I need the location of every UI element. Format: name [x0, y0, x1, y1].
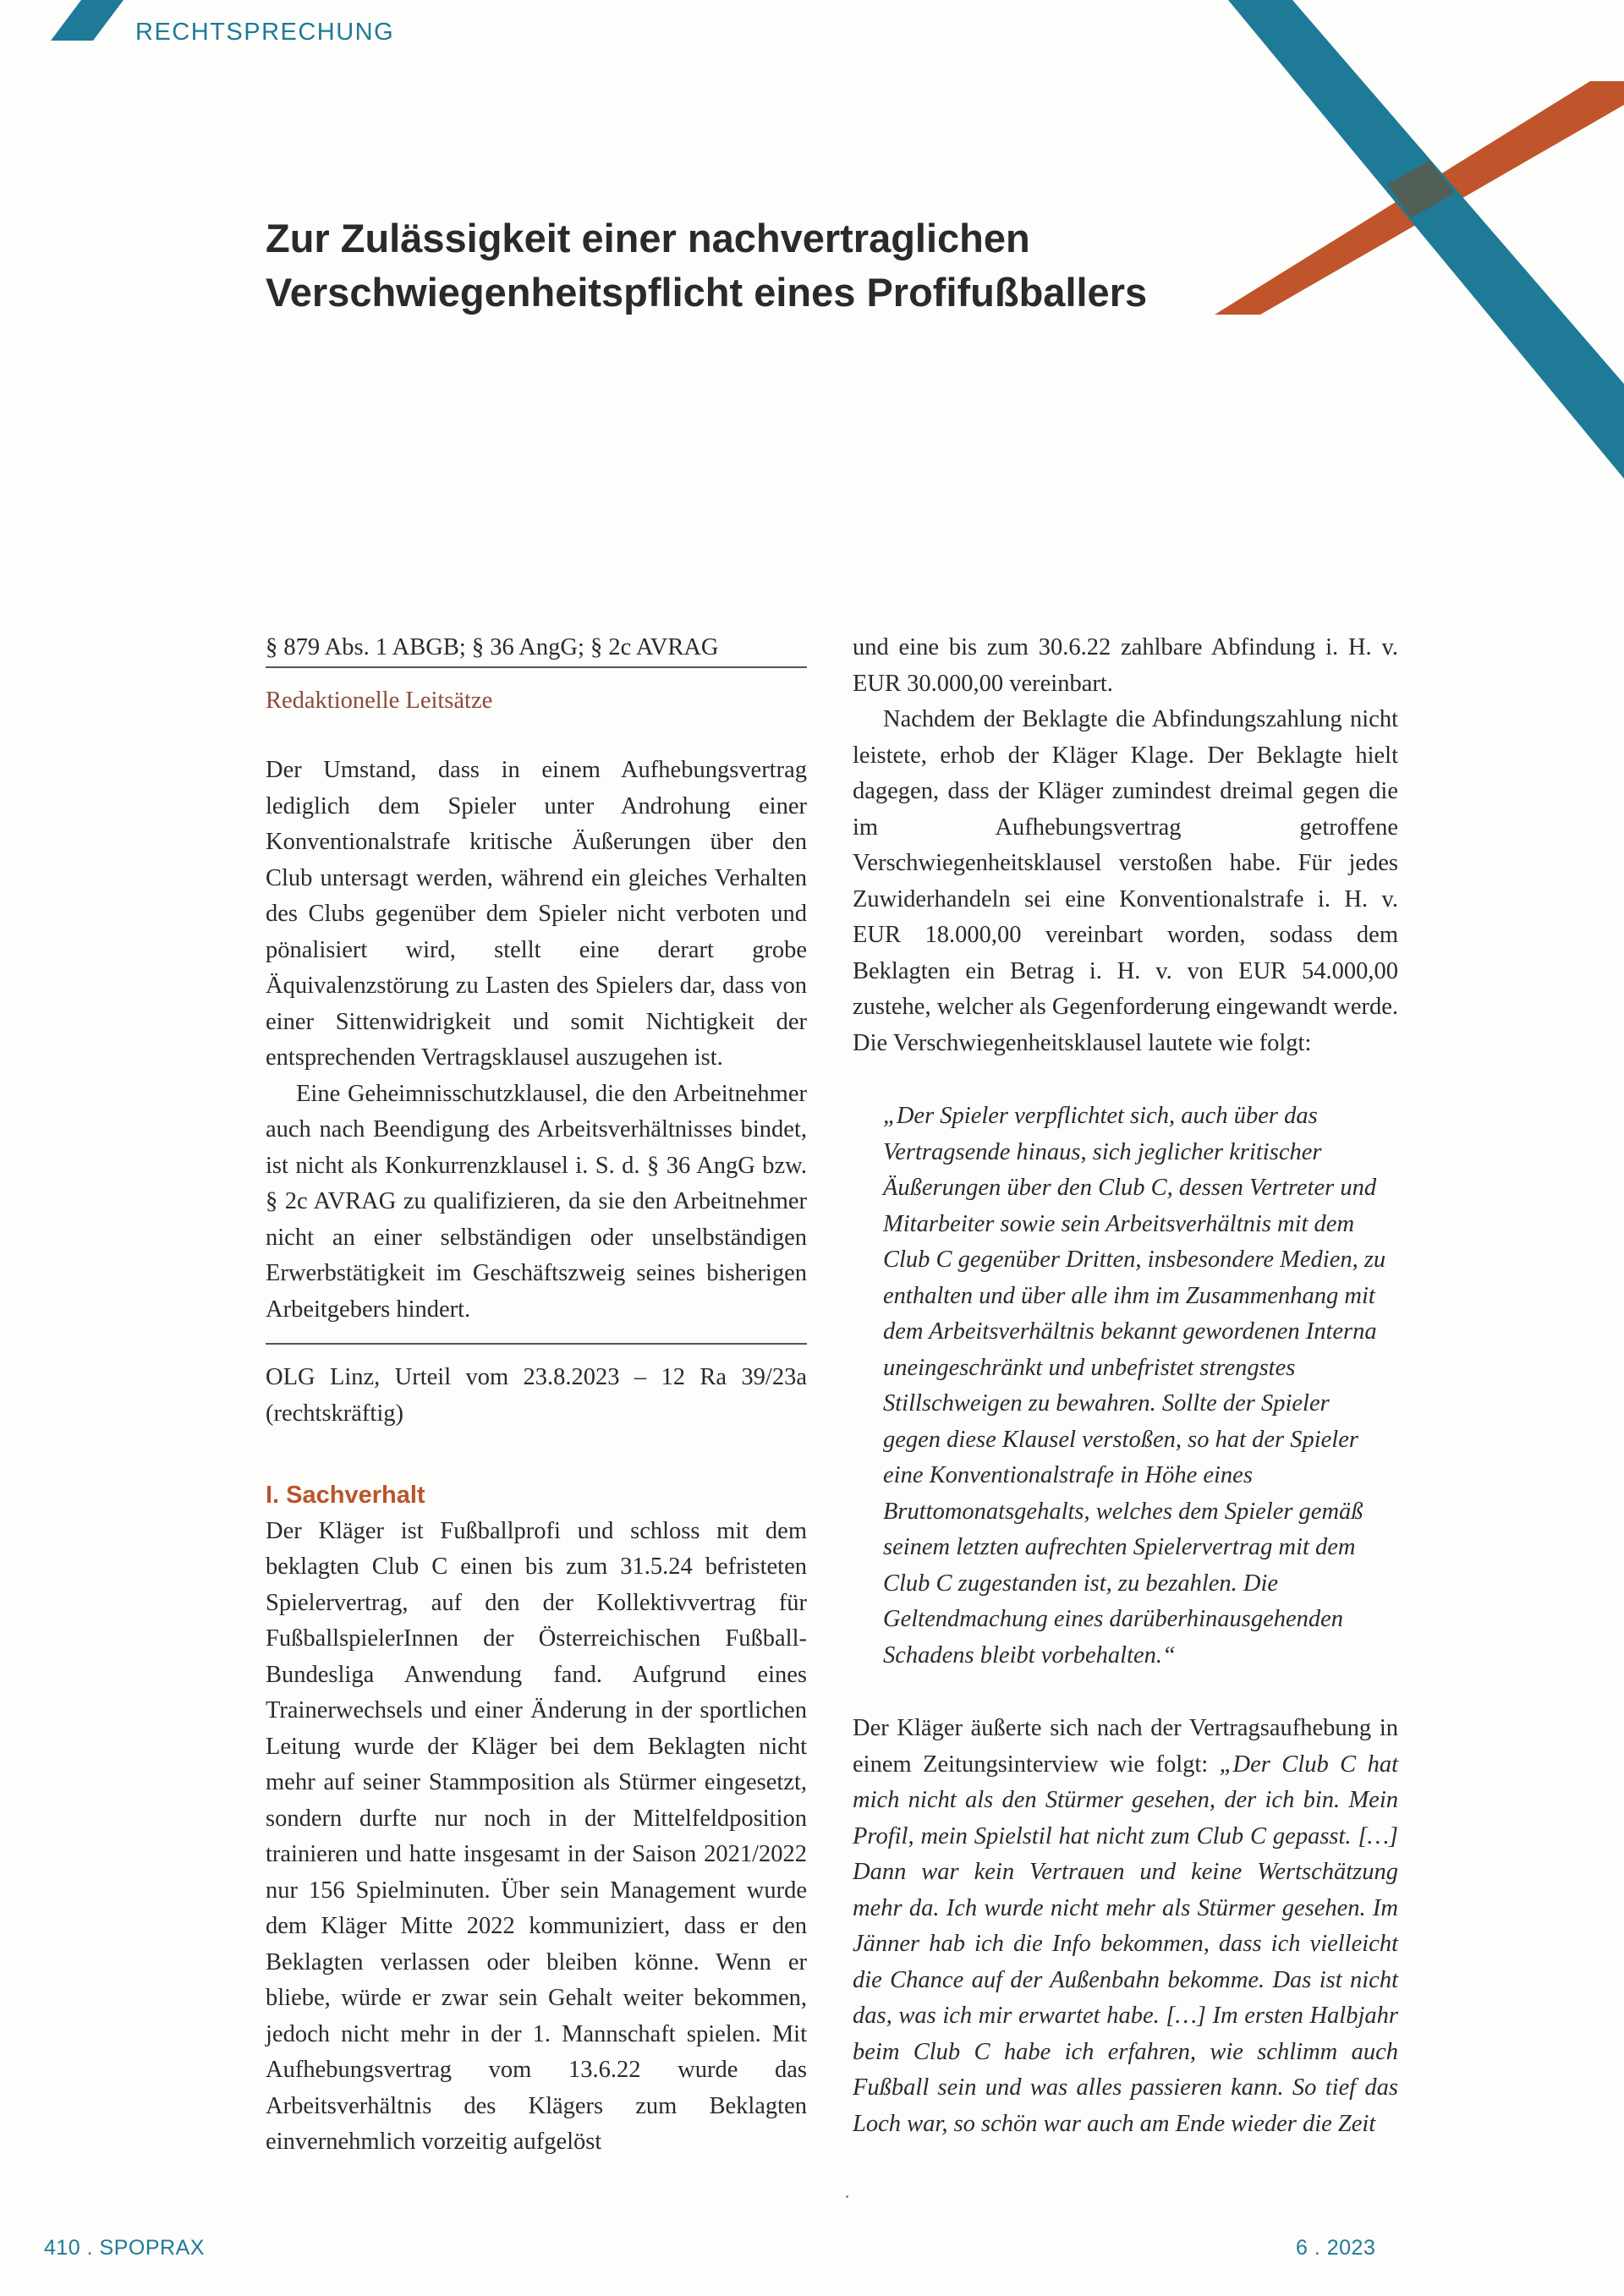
- footer-page-journal: 410 . SPOPRAX: [44, 2236, 205, 2260]
- paragraph-claim: Nachdem der Beklagte die Abfindungszahlung nicht leistete, erhob der Kläger Klage. Der Beklagte hielt dagegen, dass der Kläger zumindest dreimal gegen die im Aufhebungsvertrag getroffene Verschwiegenheitsklausel verstoßen habe. Für jedes Zuwiderhandeln sei eine Konventionalstrafe i. H. v. EUR 18.000,00 vereinbart worden, sodass dem Beklagten ein Betrag i. H. v. von EUR 54.000,00 zustehe, welcher als Gegenforderung eingewandt werde. Die Verschwiegenheitsklausel lautete wie folgt:: [853, 706, 1398, 1056]
- legal-norms: § 879 Abs. 1 ABGB; § 36 AngG; § 2c AVRAG: [266, 634, 719, 660]
- top-right-orange-stripe: [1215, 81, 1624, 315]
- top-right-blue-stripe: [1228, 0, 1624, 479]
- top-left-blue-stripe: [51, 0, 123, 41]
- continuation-paragraph: und eine bis zum 30.6.22 zahlbare Abfindung i. H. v. EUR 30.000,00 vereinbart.: [853, 634, 1398, 697]
- sachverhalt-paragraph: Der Kläger ist Fußballprofi und schloss mit dem beklagten Club C einen bis zum 31.5.24 befristeten Spielervertrag, auf den der Kollektivvertrag für FußballspielerInnen der Österreichischen Fußball-Bundesliga Anwendung fand. Aufgrund eines Trainerwechsels und einer Änderung in der sportlichen Leitung wurde der Kläger bei dem Beklagten nicht mehr auf seiner Stammposition als Stürmer eingesetzt, sondern durfte nur noch in der Mittelfeldposition trainieren und hatte insgesamt in der Saison 2021/2022 nur 156 Spielminuten. Über sein Management wurde dem Kläger Mitte 2022 kommuniziert, dass er den Beklagten verlassen oder bleiben könne. Wenn er bliebe, würde er zwar sein Gehalt weiter bekommen, jedoch nicht mehr in der 1. Mannschaft spielen. Mit Aufhebungsvertrag vom 13.6.22 wurde das Arbeitsverhältnis des Klägers zum Beklagten einvernehmlich vorzeitig aufgelöst: [266, 1517, 807, 2155]
- stripe-overlap: [1387, 161, 1455, 218]
- leitsatz-1: Der Umstand, dass in einem Aufhebungsvertrag lediglich dem Spieler unter Androhung einer Konventionalstrafe kritische Äußerungen über den Club untersagt werden, während ein gleiches Verhalten des Clubs gegenüber dem Spieler nicht verboten und pönalisiert wird, stellt eine derart grobe Äquivalenzstörung zu Lasten des Spielers dar, dass von einer Sittenwidrigkeit und somit Nichtigkeit der entsprechenden Vertragsklausel auszugehen ist.: [266, 757, 807, 1071]
- left-column: [266, 630, 807, 2161]
- interview-quote: „Der Club C hat mich nicht als den Stürmer gesehen, der ich bin. Mein Profil, mein Spielstil hat nicht zum Club C gepasst. […] Dann war kein Vertrauen und keine Wertschätzung mehr da. Ich wurde nicht mehr als Stürmer gesehen. Im Jänner hab ich die Info bekommen, dass ich vielleicht die Chance auf der Außenbahn bekomme. Das ist nicht das, was ich mir erwartet habe. […] Im ersten Halbjahr beim Club C habe ich erfahren, wie schlimm auch Fußball sein und was alles passieren kann. So tief das Loch war, so schön war auch am Ende wieder die Zeit: [853, 1751, 1398, 2137]
- leitsatz-2: Eine Geheimnisschutzklausel, die den Arbeitnehmer auch nach Beendigung des Arbeitsverhältnisses bindet, ist nicht als Konkurrenzklausel i. S. d. § 36 AngG bzw. § 2c AVRAG zu qualifizieren, da sie den Arbeitnehmer nicht an einer selbständigen oder unselbständigen Erwerbstätigkeit im Geschäftszweig seines bisherigen Arbeitgebers hindert.: [266, 1080, 807, 1323]
- article-title-line-1: Zur Zulässigkeit einer nachvertraglichen: [266, 216, 1030, 260]
- divider-bottom: [266, 1343, 807, 1345]
- divider-top: [266, 666, 807, 668]
- article-title: [266, 211, 1213, 320]
- right-column: [853, 630, 1398, 2142]
- stray-dot: [846, 2195, 848, 2198]
- leitsaetze-heading: Redaktionelle Leitsätze: [266, 687, 493, 714]
- footer-issue: 6 . 2023: [1296, 2236, 1376, 2260]
- article-title-line-2: Verschwiegenheitspflicht eines Profifußballers: [266, 270, 1148, 315]
- interview-paragraph: [853, 1711, 1398, 2142]
- interview-intro: Der Kläger äußerte sich nach der Vertragsaufhebung in einem Zeitungsinterview wie folgt:: [853, 1715, 1398, 1778]
- court-decision: OLG Linz, Urteil vom 23.8.2023 – 12 Ra 39/23a (rechtskräftig): [266, 1364, 807, 1427]
- clause-quote: „Der Spieler verpflichtet sich, auch über das Vertragsende hinaus, sich jeglicher kritischer Äußerungen über den Club C, dessen Vertreter und Mitarbeiter sowie sein Arbeitsverhältnis mit dem Club C gegenüber Dritten, insbesondere Medien, zu enthalten und über alle ihm im Zusammenhang mit dem Arbeitsverhältnis bekannt gewordenen Interna uneingeschränkt und unbefristet strengstes Stillschweigen zu bewahren. Sollte der Spieler gegen diese Klausel verstoßen, so hat der Spieler eine Konventionalstrafe in Höhe eines Bruttomonatsgehalts, welches dem Spieler gemäß seinem letzten aufrechten Spielervertrag mit dem Club C zugestanden ist, zu bezahlen. Die Geltendmachung eines darüberhinausgehenden Schadens bleibt vorbehalten.“: [883, 1103, 1386, 1669]
- section-label: RECHTSPRECHUNG: [135, 19, 395, 46]
- section-heading-sachverhalt: I. Sachverhalt: [266, 1482, 425, 1509]
